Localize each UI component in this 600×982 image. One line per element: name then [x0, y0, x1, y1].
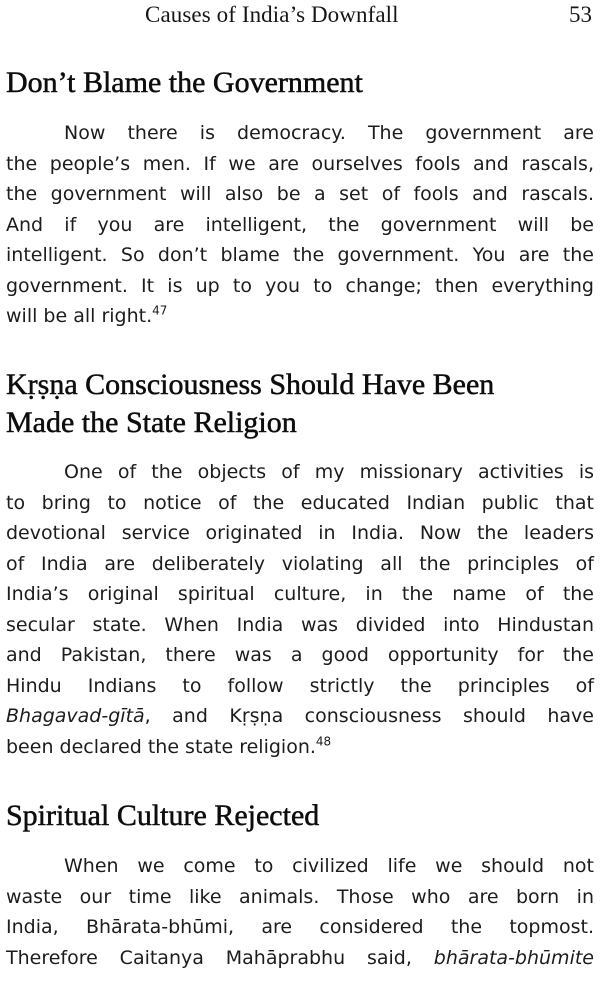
paragraph-line: India’s original spiritual culture, in the name of the: [6, 583, 594, 605]
paragraph-line-text: Therefore Caitanya Mahāprabhu said,: [6, 946, 434, 969]
paragraph-line: When we come to civilized life we should not: [64, 855, 594, 877]
paragraph-line: [6, 943, 594, 974]
section-heading-spiritual-culture-rejected: Spiritual Culture Rejected: [6, 799, 320, 832]
paragraph-line: And if you are intelligent, the government will be: [6, 213, 594, 236]
section-heading-krsna-consciousness-line2: Made the State Religion: [6, 406, 297, 439]
paragraph-dont-blame-government: [6, 118, 594, 332]
paragraph-krsna-consciousness: [6, 457, 594, 762]
paragraph-line: India, Bhārata-bhūmi, are considered the topmost.: [6, 916, 594, 938]
paragraph-line: and Pakistan, there was a good opportunity for the: [6, 644, 594, 666]
book-title-bhagavad-gita: Bhagavad-gītā: [6, 705, 145, 727]
paragraph-line: government. It is up to you to change; then everything: [6, 274, 594, 297]
paragraph-line: Hindu Indians to follow strictly the principles of: [6, 674, 594, 697]
section-heading-dont-blame-government: Don’t Blame the Government: [6, 66, 363, 99]
paragraph-line: devotional service originated in India. Now the leaders: [6, 522, 594, 544]
paragraph-line: to bring to notice of the educated Indian public that: [6, 491, 594, 514]
paragraph-line-text: will be all right.: [6, 305, 153, 327]
paragraph-line: waste our time like animals. Those who are born in: [6, 885, 594, 908]
page-number: 53: [569, 2, 592, 27]
running-header: [0, 2, 600, 36]
running-title: Causes of India’s Downfall: [145, 2, 399, 27]
paragraph-line: of India are deliberately violating all the principles of: [6, 552, 594, 575]
paragraph-line-last: [6, 301, 594, 332]
footnote-ref: 48: [315, 734, 332, 749]
paragraph-line: secular state. When India was divided into Hindustan: [6, 613, 594, 636]
paragraph-line-text: been declared the state religion.: [6, 735, 316, 758]
paragraph-line: Now there is democracy. The government are: [64, 122, 594, 144]
paragraph-spiritual-culture: [6, 851, 594, 973]
paragraph-line: intelligent. So don’t blame the government. You are the: [6, 244, 594, 266]
sanskrit-term-bharata-bhumite: bhārata-bhūmite: [433, 946, 594, 969]
footnote-ref: 47: [152, 303, 168, 318]
paragraph-line-text: , and Kṛṣṇa consciousness should have: [144, 705, 594, 727]
paragraph-line: the people’s men. If we are ourselves fools and rascals,: [6, 152, 594, 175]
paragraph-line-last: [6, 732, 594, 763]
paragraph-line: One of the objects of my missionary activities is: [64, 461, 594, 483]
paragraph-line: [6, 701, 594, 732]
section-heading-krsna-consciousness-line1: Kṛṣṇa Consciousness Should Have Been: [6, 368, 495, 401]
paragraph-line: the government will also be a set of fools and rascals.: [6, 183, 594, 205]
